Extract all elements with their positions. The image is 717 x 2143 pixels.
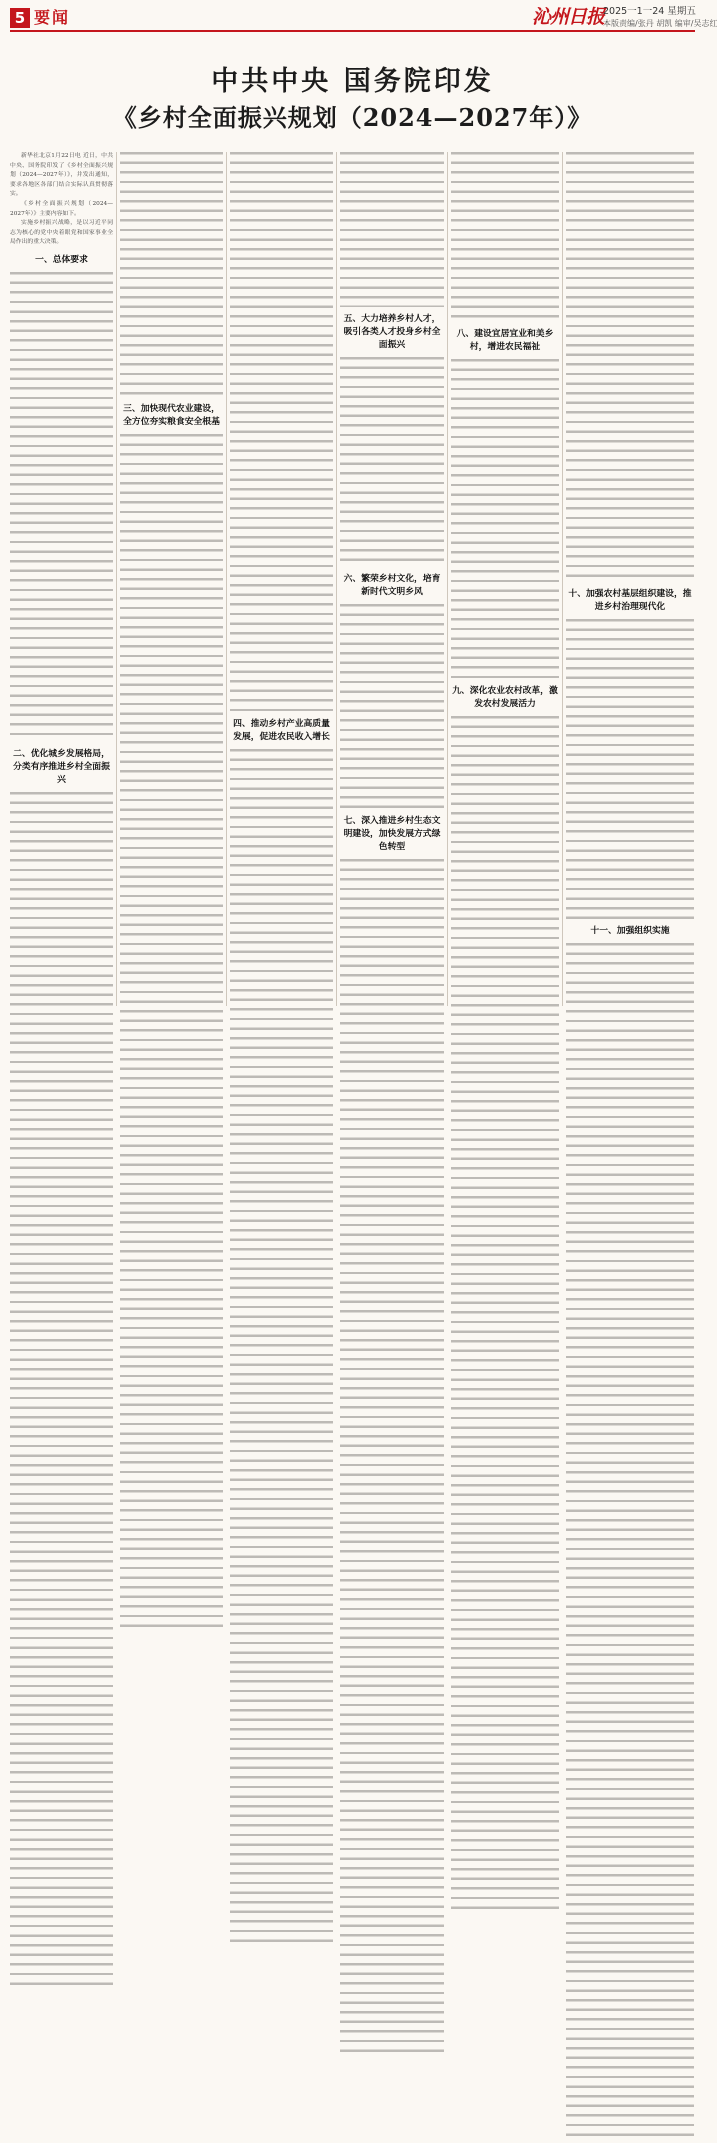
column-divider <box>116 152 117 1006</box>
section-name: 要闻 <box>34 8 71 27</box>
section-heading: 十、加强农村基层组织建设，推进乡村治理现代化 <box>568 589 692 612</box>
body-text-block <box>451 152 559 322</box>
body-text-block <box>451 359 559 679</box>
article-intro: 新华社北京1月22日电 近日，中共中央、国务院印发了《乡村全面振兴规划（2024—2027年）》，并发出通知，要求各地区各部门结合实际认真贯彻落实。 <box>10 153 113 198</box>
column-divider <box>336 152 337 1006</box>
body-text-block <box>340 604 444 809</box>
section-heading: 二、优化城乡发展格局，分类有序推进乡村全面振兴 <box>13 748 110 785</box>
body-text-block <box>120 434 223 1634</box>
body-text-block <box>340 152 444 307</box>
editor-credits: 本版责编/张丹 胡凯 编审/吴志红 <box>603 19 717 28</box>
article-column-6 <box>566 152 694 1006</box>
section-heading: 十一、加强组织实施 <box>590 926 670 936</box>
headline-line-1: 中共中央 国务院印发 <box>211 66 494 97</box>
section-heading: 六、繁荣乡村文化，培育新时代文明乡风 <box>343 574 441 597</box>
body-text-block <box>230 152 333 712</box>
column-divider <box>562 152 563 1006</box>
article-column-2 <box>120 152 223 1006</box>
article-column-5 <box>451 152 559 1006</box>
article-paragraph: 实施乡村振兴战略，是以习近平同志为核心的党中央着眼党和国家事业全局作出的重大决策。 <box>10 220 113 246</box>
headline-line-2: 《乡村全面振兴规划（2024—2027年）》 <box>112 103 593 132</box>
body-text-block <box>10 792 113 1992</box>
section-heading: 五、大力培养乡村人才，吸引各类人才投身乡村全面振兴 <box>343 314 441 350</box>
body-text-block <box>120 152 223 397</box>
section-heading: 四、推动乡村产业高质量发展，促进农民收入增长 <box>233 719 330 742</box>
section-heading: 一、总体要求 <box>35 254 88 265</box>
article-paragraph: 《乡村全面振兴规划（2024—2027年）》主要内容如下。 <box>10 200 113 217</box>
body-text-block <box>230 749 333 1949</box>
body-text-block <box>451 716 559 1916</box>
section-heading: 七、深入推进乡村生态文明建设，加快发展方式绿色转型 <box>343 816 441 852</box>
column-divider <box>447 152 448 1006</box>
paper-logo: 沁州日报 <box>532 6 605 28</box>
section-heading: 九、深化农业农村改革，激发农村发展活力 <box>452 686 558 709</box>
body-text-block <box>10 272 113 742</box>
article-column-4 <box>340 152 444 1006</box>
section-heading: 三、加快现代农业建设，全方位夯实粮食安全根基 <box>123 404 220 427</box>
page-number-badge: 5 <box>10 8 30 28</box>
dateline: 2025一1一24 星期五 <box>603 6 696 17</box>
body-text-block <box>340 859 444 2059</box>
article-column-3 <box>230 152 333 1006</box>
column-divider <box>226 152 227 1006</box>
section-heading: 八、建设宜居宜业和美乡村，增进农民福祉 <box>456 329 554 352</box>
masthead <box>0 0 717 30</box>
body-text-block <box>566 943 694 2143</box>
article-column-1 <box>10 152 113 1006</box>
body-text-block <box>340 357 444 567</box>
masthead-rule <box>10 30 695 32</box>
body-text-block <box>566 619 694 919</box>
body-text-block <box>566 152 694 582</box>
